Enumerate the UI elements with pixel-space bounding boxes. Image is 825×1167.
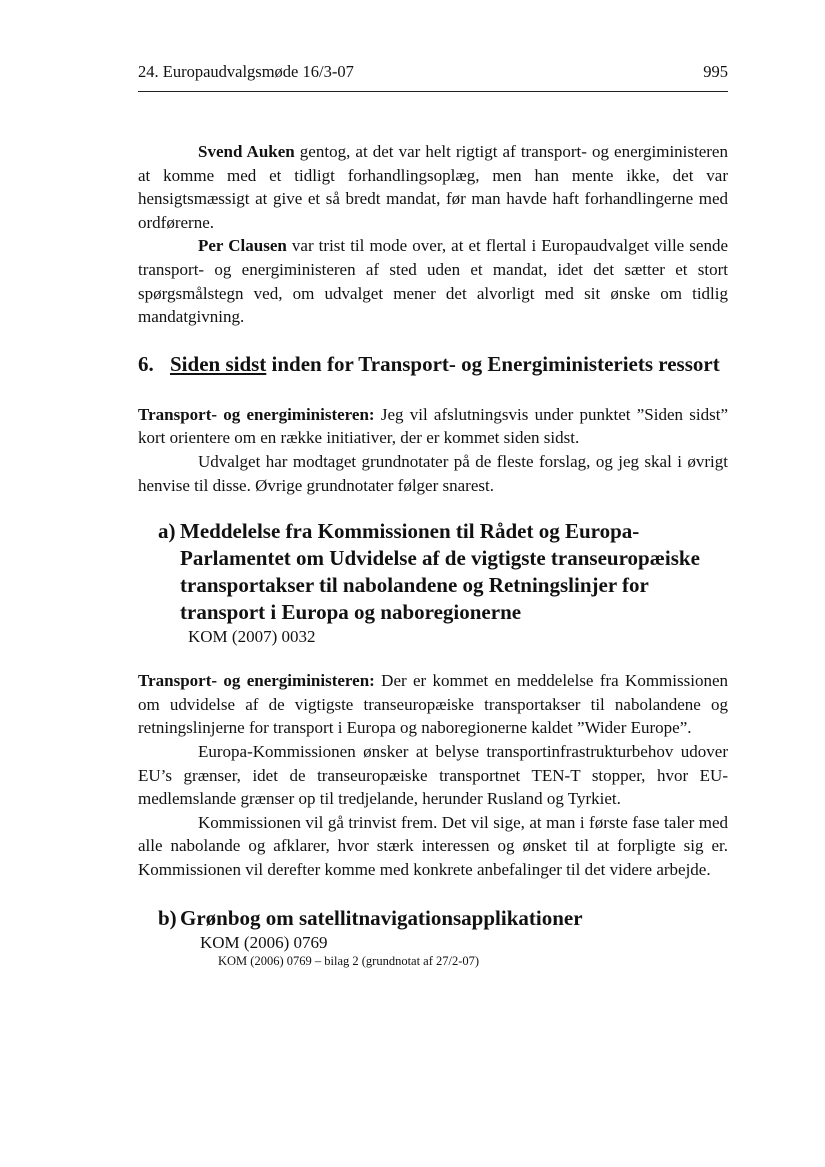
section-heading-underlined: Siden sidst [170,351,267,376]
paragraph-text: gentog, at det var helt rigtigt af transport- og energiministeren at komme med et tidligt forhandlingsoplæg, men han mente ikke, det var hensigtsmæssigt at give et så bredt mandat, før man havde haft forhandlingerne med ordførerne. [138,142,728,232]
document-body [138,140,728,970]
item-reference: KOM (2006) 0769 [200,933,328,953]
paragraph-text: Jeg vil afslutningsvis under punktet ”Siden sidst” kort orientere om en række initiativer, der er kommet siden sidst. [138,404,728,448]
speaker-name: Transport- og energiministeren: [138,404,375,424]
speaker-name: Svend Auken [198,142,295,161]
paragraph-minister-1 [138,403,728,450]
header-rule [138,91,728,92]
item-number: b) [158,906,177,931]
paragraph-auken [138,140,728,234]
paragraph-clausen [138,234,728,328]
item-heading-a [138,518,728,626]
page-number: 995 [703,62,728,81]
section-heading-6 [138,351,728,378]
item-reference: KOM (2007) 0032 [188,627,316,647]
paragraph-text: Der er kommet en meddelelse fra Kommissionen om udvidelse af de vigtigste transeuropæiske transportakser til nabolandene og retningslinjerne for transport i Europa og naboregionerne kaldet ”Wider Europe”. [138,671,728,738]
item-heading-b [138,905,728,932]
paragraph-minister-2 [138,669,728,740]
paragraph-text: var trist til mode over, at et flertal i Europaudvalget ville sende transport- og energiministeren af sted uden et mandat, idet det sætter et stort spørgsmålstegn ved, om udvalget mener det alvorligt med sit ønske om tidlig mandatgivning. [138,236,728,327]
item-number: a) [158,519,176,544]
item-subreference: KOM (2006) 0769 – bilag 2 (grundnotat af 27/2-07) [218,954,480,969]
item-title: Meddelelse fra Kommissionen til Rådet og Europa-Parlamentet om Udvidelse af de vigtigste transeuropæiske transportakser til nabolandene og Retningslinjer for transport i Europa og naboregionerne [180,519,700,625]
item-title: Grønbog om satellitnavigationsapplikationer [180,906,583,931]
section-heading-text: inden for Transport- og Energiministeriets ressort [266,351,720,376]
paragraph-grundnotater: Udvalget har modtaget grundnotater på de fleste forslag, og jeg skal i øvrigt henvise til disse. Øvrige grundnotater følger snarest. [138,451,728,495]
speaker-name: Transport- og energiministeren: [138,671,375,691]
paragraph-europa-kommissionen: Europa-Kommissionen ønsker at belyse transportinfrastrukturbehov udover EU’s grænser, idet de transeuropæiske transportnet TEN-T stopper, hvor EU-medlemslande grænser op til tredjelande, herunder Rusland og Tyrkiet. [138,741,728,809]
header-title: 24. Europaudvalgsmøde 16/3-07 [138,62,354,81]
speaker-name: Per Clausen [198,236,287,256]
paragraph-kommissionen: Kommissionen vil gå trinvist frem. Det vil sige, at man i første fase taler med alle nabolande og afklarer, hvor stærk interessen og ønsket til at forpligte sig er. Kommissionen vil derefter komme med konkrete anbefalinger til det videre arbejde. [138,812,728,879]
section-number: 6. [138,351,154,376]
page-header [138,62,728,86]
